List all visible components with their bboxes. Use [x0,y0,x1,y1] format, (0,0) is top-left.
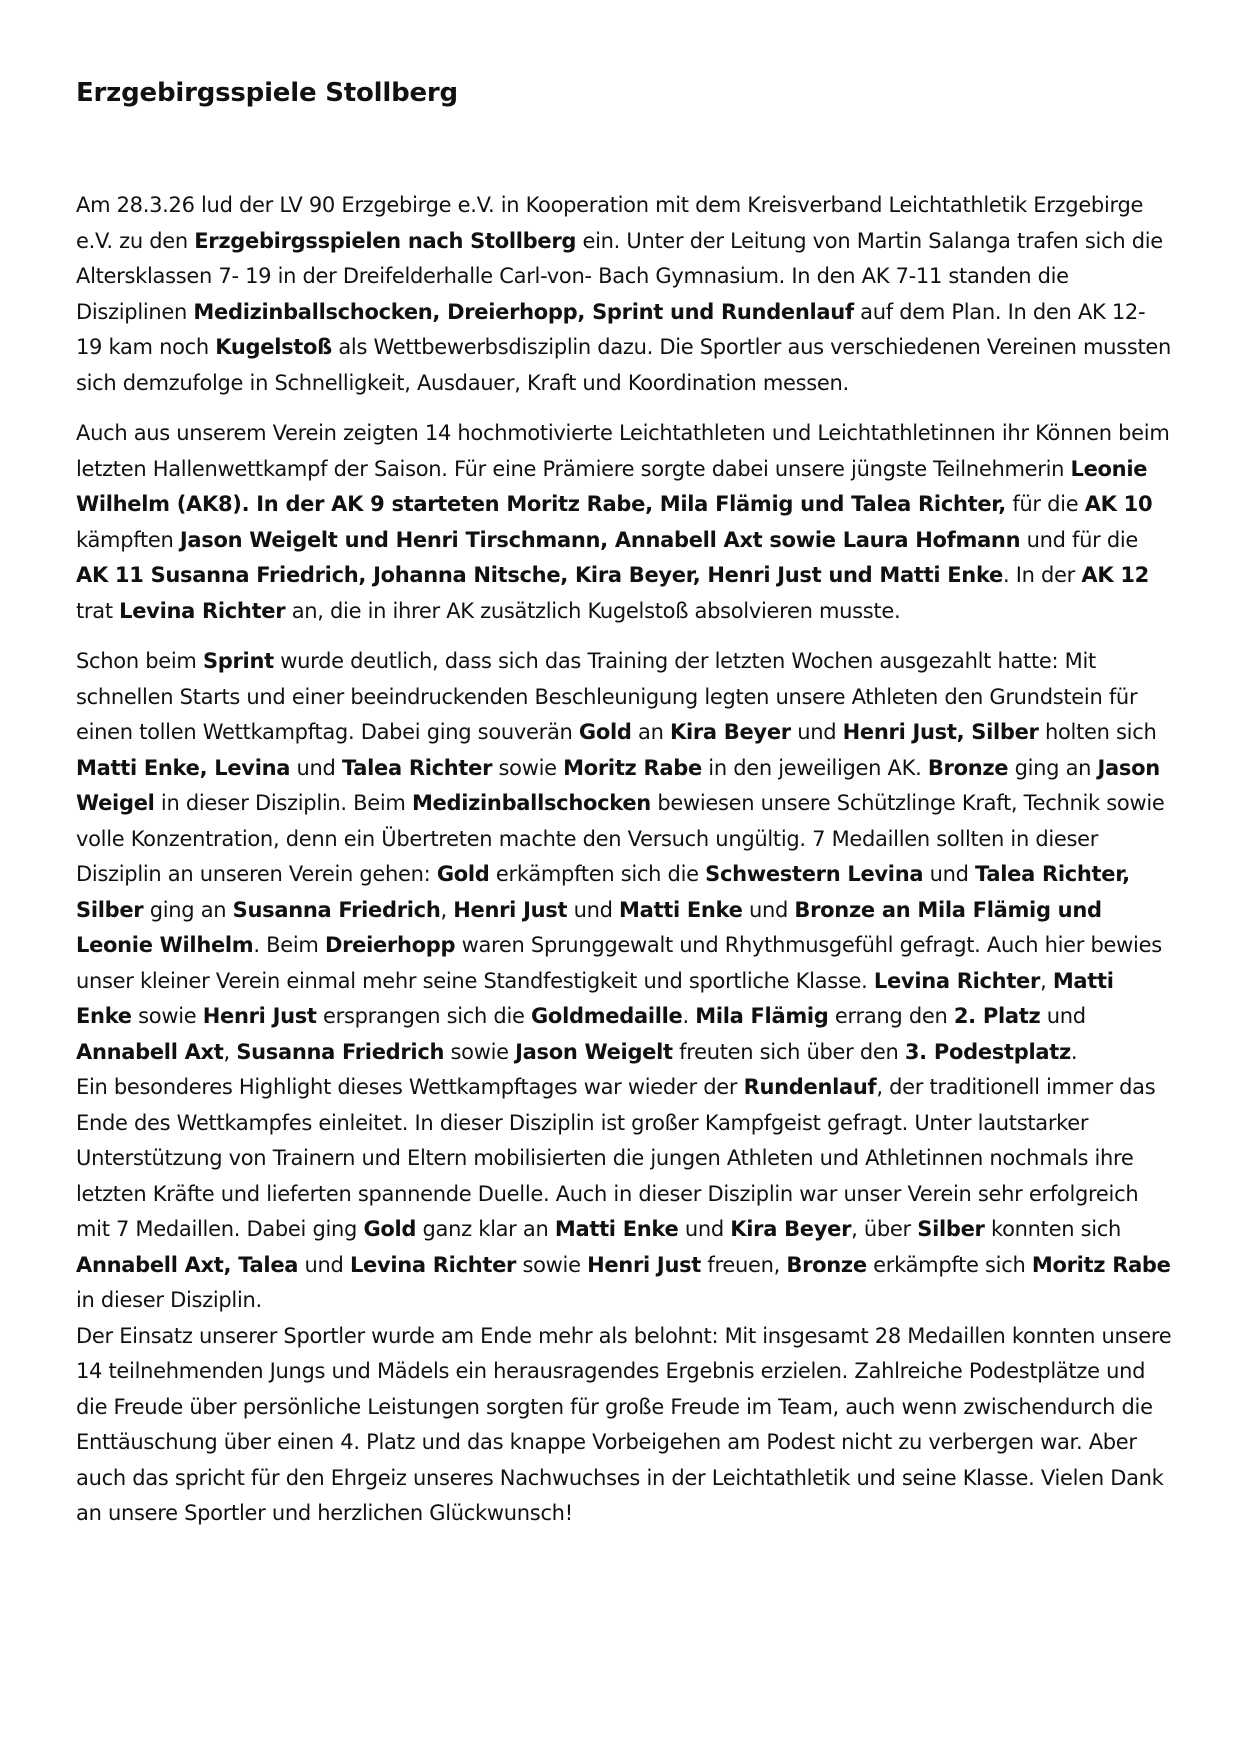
text-run: . Beim [253,933,325,957]
text-run: ersprangen sich die [316,1004,531,1028]
text-run: und [298,1252,350,1277]
bold-text: Matti Enke [554,1217,679,1241]
text-run: freuten sich über den [672,1039,905,1064]
bold-text: Henri Just, Silber [842,720,1039,744]
text-run: konnten sich [984,1217,1122,1241]
text-run: wurde deutlich, dass sich das Training der letzten Wochen ausgezahlt hatte: Mit schnellen Starts und einer beeindruckenden Beschleunigung legten unsere Athleten den Grundstein für einen tollen Wettkampftag. Dabei ging souverän [76,649,1138,744]
bold-text: Matti Enke, Levina [76,755,291,780]
text-run: an [631,720,670,744]
paragraph-intro [76,188,1176,401]
text-run: und [1040,1004,1086,1028]
text-run: Auch aus unserem Verein zeigten 14 hochmotivierte Leichtathleten und Leichtathletinnen ihr Können beim letzten Hallenwettkampf der Saison. Für eine Prämiere sorgte dabei unsere jüngste Teilnehmerin [76,421,1170,481]
text-run: holten sich [1038,720,1157,744]
bold-text: Bronze an Mila Flämig und Leonie Wilhelm [76,897,1102,957]
text-run: und [790,720,843,744]
text-run: für die [1005,492,1085,516]
bold-text: Mila Flämig [695,1004,829,1028]
text-run: Ein besonderes Highlight dieses Wettkampftages war wieder der [76,1075,744,1099]
bold-text: Gold [363,1217,417,1241]
bold-text: Annabell Axt [76,1039,224,1064]
paragraph-sprint-medizinball-dreierhopp [76,644,1176,1070]
text-run: , [440,897,454,922]
bold-text: Talea Richter [341,755,493,780]
bold-text: Susanna Friedrich [232,897,441,922]
text-run: freuen, [701,1252,787,1277]
bold-text: Kira Beyer [730,1217,852,1241]
text-run: Schon beim [76,649,203,673]
text-run: sowie [516,1252,588,1277]
bold-text: Susanna Friedrich [236,1039,445,1064]
bold-text: Bronze [786,1252,867,1277]
paragraph-participants [76,416,1176,629]
bold-text: Annabell Axt, Talea [76,1252,299,1277]
text-run: , der traditionell immer das Ende des Wettkampfes einleitet. In dieser Disziplin ist großer Kampfgeist gefragt. Unter lautstarker Unterstützung von Trainern und Eltern mobilisierten die jungen Athleten und Athletinnen nochmals ihre letzten Kräfte und lieferten spannende Duelle. Auch in dieser Disziplin war unser Verein sehr erfolgreich mit 7 Medaillen. Dabei ging [76,1075,1156,1241]
bold-text: Matti Enke [76,968,1114,1028]
article-body [76,188,1176,1532]
text-run: ganz klar an [416,1217,555,1241]
bold-text: 3. Podestplatz [904,1039,1071,1064]
text-run: ging an [143,897,233,922]
page-title: Erzgebirgsspiele Stollberg [76,78,458,108]
text-run: . In der [1003,563,1082,587]
text-run: in dieser Disziplin. [76,1288,262,1312]
bold-text: Sprint [202,649,274,673]
bold-text: Jason Weigel [76,755,1160,815]
text-run: errang den [828,1004,954,1028]
text-run: und [290,755,342,780]
text-run: bewiesen unsere Schützlinge Kraft, Technik sowie volle Konzentration, denn ein Übertreten machte den Versuch ungültig. 7 Medaillen sollten in dieser Disziplin an unseren Verein gehen: [76,791,1165,886]
text-run: sowie [131,1004,203,1028]
text-run: kämpften [76,527,180,552]
text-run: erkämpfte sich [866,1252,1032,1277]
bold-text: Schwestern Levina [705,862,924,886]
bold-text: 2. Platz [953,1004,1041,1028]
bold-text: Erzgebirgsspielen nach Stollberg [194,228,577,253]
bold-text: Levina Richter [349,1252,517,1277]
bold-text: Gold [578,720,632,744]
bold-text: Silber [917,1217,985,1241]
text-run: , [223,1039,237,1064]
bold-text: Gold [436,862,490,886]
bold-text: Rundenlauf [743,1075,877,1099]
bold-text: AK 10 [1084,492,1153,516]
text-run: sowie [444,1039,516,1064]
text-run: , über [851,1217,918,1241]
bold-text: Henri Just [587,1252,702,1277]
text-run: Am 28.3.26 lud der LV 90 Erzgebirge e.V. in Kooperation mit dem Kreisverband Leichtathletik Erzgebirge e.V. zu den [76,193,1144,253]
bold-text: Kugelstoß [215,335,332,359]
text-run: trat [76,598,120,623]
paragraph-rundenlauf [76,1070,1176,1319]
text-run: und [742,897,795,922]
bold-text: Moritz Rabe [563,755,702,780]
text-run: ging an [1008,755,1098,780]
text-run: und [923,862,976,886]
bold-text: Bronze [927,755,1009,780]
bold-text: Kira Beyer [669,720,791,744]
text-run: erkämpften sich die [489,862,706,886]
text-run: ein. Unter der Leitung von Martin Salanga trafen sich die Altersklassen 7- 19 in der Dreifelderhalle Carl-von- Bach Gymnasium. In den AK 7-11 standen die Disziplinen [76,228,1163,324]
text-run: , [1040,968,1053,993]
bold-text: Jason Weigelt und Henri Tirschmann, Annabell Axt sowie Laura Hofmann [179,527,1021,552]
bold-text: Levina Richter [119,598,286,623]
text-run: waren Sprunggewalt und Rhythmusgefühl gefragt. Auch hier bewies unser kleiner Verein einmal mehr seine Standfestigkeit und sportliche Klasse. [76,933,1162,993]
text-run: . [1070,1039,1078,1064]
text-run: in dieser Disziplin. Beim [154,791,412,815]
text-run: und [567,897,619,922]
bold-text: Leonie Wilhelm (AK8). In der AK 9 starteten Moritz Rabe, Mila Flämig und Talea Richter, [76,456,1148,516]
bold-text: Henri Just [453,897,568,922]
text-run: in den jeweiligen AK. [701,755,928,780]
bold-text: Medizinballschocken [411,791,651,815]
text-run: sowie [492,755,564,780]
bold-text: Medizinballschocken, Dreierhopp, Sprint und Rundenlauf [193,299,854,324]
bold-text: Moritz Rabe [1031,1252,1171,1277]
bold-text: Levina Richter [873,968,1041,993]
text-run: Der Einsatz unserer Sportler wurde am Ende mehr als belohnt: Mit insgesamt 28 Medaillen konnten unsere 14 teilnehmenden Jungs und Mädels ein herausragendes Ergebnis erzielen. Zahlreiche Podestplätze und die Freude über persönliche Leistungen sorgten für große Freude im Team, auch wenn zwischendurch die Enttäuschung über einen 4. Platz und das knappe Vorbeigehen am Podest nicht zu verbergen war. Aber auch das spricht für den Ehrgeiz unseres Nachwuchses in der Leichtathletik und seine Klasse. Vielen Dank an unsere Sportler und herzlichen Glückwunsch! [76,1323,1172,1525]
text-run: und [678,1217,731,1241]
bold-text: Dreierhopp [324,933,456,957]
text-run: . [682,1004,696,1028]
bold-text: AK 12 [1081,563,1149,587]
bold-text: Henri Just [202,1004,317,1028]
bold-text: Goldmedaille [531,1004,683,1028]
bold-text: Talea Richter, Silber [76,862,1130,922]
text-run: an, die in ihrer AK zusätzlich Kugelstoß absolvieren musste. [285,598,901,623]
text-run: auf dem Plan. In den AK 12- 19 kam noch [76,299,1146,359]
text-run: als Wettbewerbsdisziplin dazu. Die Sportler aus verschiedenen Vereinen mussten sich demzufolge in Schnelligkeit, Ausdauer, Kraft und Koordination messen. [76,335,1172,395]
text-run: und für die [1020,527,1139,552]
bold-text: Jason Weigelt [515,1039,673,1064]
bold-text: Matti Enke [619,897,743,922]
bold-text: AK 11 Susanna Friedrich, Johanna Nitsche, Kira Beyer, Henri Just und Matti Enke [76,563,1003,587]
paragraph-conclusion [76,1319,1176,1532]
